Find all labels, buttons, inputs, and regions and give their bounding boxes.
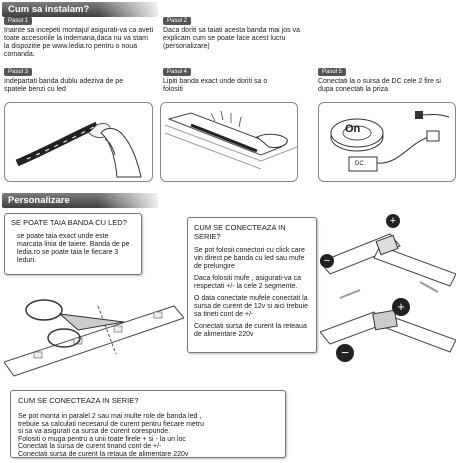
illustration-cut-strip — [4, 276, 184, 381]
step-text: Conectati la o sursa de DC cele 2 fire si dupa conectati la priza — [318, 78, 441, 93]
section-header-install — [2, 2, 158, 17]
box-line: si sa va asigurati ca sursa de curent corespunde. — [18, 428, 171, 435]
step-badge: Pasul 2 — [163, 17, 191, 25]
illustration-stick-strip — [160, 102, 298, 182]
step-text: Indepartati banda dublu adeziva de pe spatele benzi cu led — [4, 78, 124, 93]
cut-info-box — [4, 213, 142, 275]
step-badge: Pasul 5 — [318, 68, 346, 76]
step-5 — [318, 68, 454, 94]
step-4 — [163, 68, 283, 94]
box-paragraph: Conectati sursa de curent la reteaua de alimentare 220v — [194, 323, 307, 338]
step-1 — [4, 17, 154, 59]
box-title: SE POATE TAIA BANDA CU LED? — [11, 218, 127, 227]
step-badge: Pasul 3 — [4, 68, 32, 76]
box-text: se poate taia exact unde este marcata linia de taiere. Banda de pe ledia.ro se poate taia le fiecare 3 leduri. — [17, 233, 130, 264]
box-title: CUM SE CONECTEAZA IN SERIE? — [194, 223, 286, 241]
box-line: Folositi o muga pentru a unii toate firele + si - la un loc — [18, 435, 186, 443]
illustration-connect-power — [318, 102, 456, 182]
minus-badge: − — [336, 344, 354, 362]
series-info-box — [187, 217, 317, 353]
plus-badge: + — [392, 298, 410, 316]
box-title: CUM SE CONECTEAZA IN SERIE? — [18, 396, 139, 405]
plus-badge: + — [386, 214, 400, 228]
step-2 — [163, 17, 303, 51]
parallel-info-box — [10, 390, 286, 458]
illustration-remove-adhesive — [4, 102, 153, 182]
box-line: trebuie sa calculati necesarul de curent pentru fiecare metru — [18, 420, 204, 428]
section-header-customize — [2, 193, 158, 208]
box-line: Conectati la sursa de curent tinand cont de +/- — [18, 443, 162, 450]
dc-label: DC — [355, 161, 364, 167]
step-text: Lipiti banda exact unde doriti sa o folositi — [163, 78, 268, 93]
section-title: Personalizare — [8, 195, 70, 206]
box-line: Se pot monta in paralel 2 sau mai multe role de banda led , — [18, 413, 202, 420]
box-paragraph: Se pot folosii conectori cu click care vin direct pe banda cu led sau mufe de prelungire — [194, 247, 305, 270]
box-paragraph: O data conectate mufele conectati la sursa de curent de 12v si aici trebuie sa tineti cont de +/- — [194, 295, 309, 318]
step-text: Inainte sa incepeti montajul asigurati-va ca aveti toate accesoriile la indemana,daca nu va stam la dispozitie pe www.ledia.ro pentru o noua comanda. — [4, 27, 154, 58]
box-line: Conectati sursa de curent la retaua de alimentare 220v — [18, 450, 189, 458]
step-badge: Pasul 1 — [4, 17, 32, 25]
illustration-connector — [320, 212, 456, 372]
minus-badge: − — [320, 254, 334, 268]
box-paragraph: Daca folositi mufe , asigurati-va ca respectati +/- la cele 2 segmente. — [194, 275, 301, 290]
section-title: Cum sa instalam? — [8, 4, 90, 15]
step-badge: Pasul 4 — [163, 68, 191, 76]
power-on-label: On — [345, 123, 361, 135]
step-3 — [4, 68, 134, 94]
step-text: Daca doriti sa taiati acesta banda mai jos va explicam cum se poate face acest lucru (personalizare) — [163, 27, 300, 50]
